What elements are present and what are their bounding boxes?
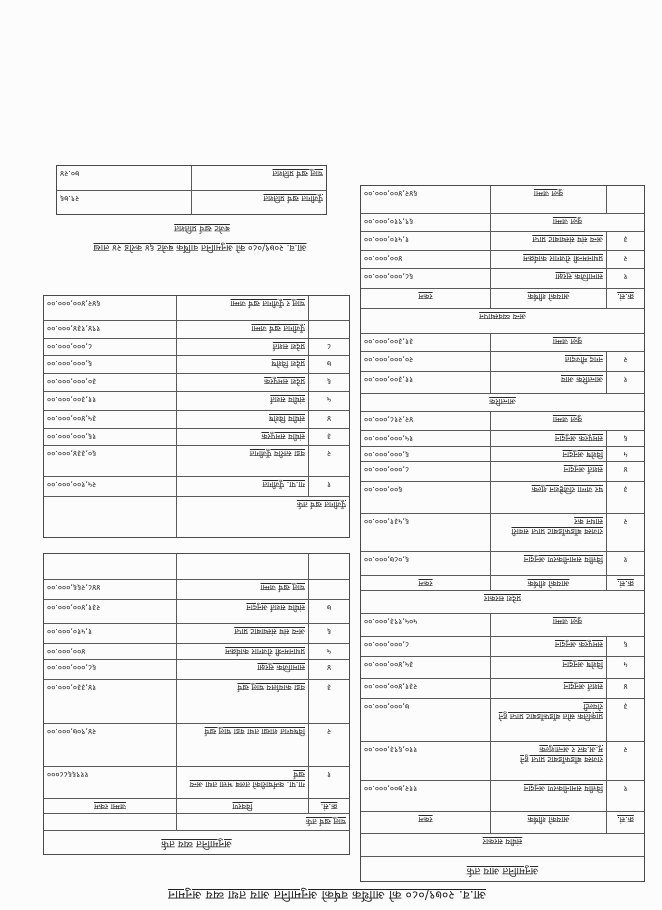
grand-total-label: कुल जम्मा — [491, 186, 607, 213]
item-number: ४ — [623, 465, 628, 474]
empty-cell — [44, 554, 177, 579]
item-amount: १,५१०,०००.०० — [361, 232, 491, 250]
capital-heading-row — [44, 497, 349, 537]
section-total-row — [361, 214, 644, 232]
item-amount: ४००,०००.०० — [361, 251, 491, 268]
item-label: गा.पा. कर्मचारीको तलब भत्ता तथा अन्य खर्च — [177, 767, 309, 798]
item-label: प्रदेश सशर्त — [177, 339, 309, 355]
column-header-amount: रकम — [361, 289, 491, 308]
item-number: ३ — [326, 432, 332, 441]
table-row — [361, 637, 644, 657]
item-number: १ — [623, 784, 628, 793]
recurrent-heading: चालु खर्च तर्फ — [305, 817, 346, 826]
percentage-value: ७०.२४ — [57, 166, 192, 190]
item-label: प्रधानमन्त्री रोजगार कार्यक्रम — [491, 251, 607, 268]
item-amount: ६,०००,०००.०० — [361, 447, 491, 461]
item-label: सामाजिक सुरक्षा — [177, 660, 309, 679]
table-row — [44, 339, 349, 356]
item-label: विषयगत शाखा तथा वडा चालु खर्च — [177, 724, 309, 766]
table-row — [44, 600, 349, 624]
empty-cell — [309, 580, 349, 599]
item-number: २ — [326, 727, 332, 736]
summary-subheading: बजेट खर्च प्रतिशत — [174, 223, 230, 233]
column-header-amount: रकम — [361, 812, 491, 833]
total-row — [44, 580, 349, 600]
item-number: ६ — [326, 377, 332, 386]
section-label: अन्य व्यवस्थापन — [479, 312, 526, 321]
summary-row — [57, 191, 326, 214]
section-total-label: कुल जम्मा — [552, 617, 583, 626]
item-label: समपूरक अनुदान — [491, 431, 607, 446]
table-row — [44, 477, 349, 497]
header-row — [361, 289, 644, 309]
income-title: अनुमानित आय तर्फ — [466, 865, 539, 876]
header-row — [361, 576, 644, 591]
item-amount: ११२,७००,०००.०० — [361, 781, 491, 811]
item-amount: ६,०८७,०००.०० — [361, 552, 491, 575]
item-label: सशर्त अनुदान — [491, 679, 607, 698]
column-header-serial: क्र.सं. — [617, 579, 634, 588]
item-number: १ — [326, 770, 332, 779]
item-label: आन्तरिक आय — [491, 372, 607, 393]
section-label-row — [361, 591, 644, 614]
percentage-label: पूँजीगत खर्च प्रतिशत — [263, 194, 323, 203]
item-number: ३ — [623, 235, 628, 244]
empty-cell — [44, 814, 177, 830]
table-row — [44, 429, 349, 446]
table-row — [44, 644, 349, 660]
item-number: २ — [623, 254, 628, 263]
item-amount: १६,०००,०००.०० — [44, 429, 177, 445]
item-amount: २३१,४००,०००.०० — [44, 600, 177, 623]
grand-total-amount: ६४२,४००,०००.०० — [361, 186, 491, 213]
item-amount: ३०,०००,०००.०० — [44, 374, 177, 391]
item-number: ६ — [326, 627, 332, 636]
column-header-serial: क्र.सं. — [320, 802, 338, 811]
item-label: संघीय समपूरक — [177, 429, 309, 445]
item-number: ४ — [623, 682, 628, 691]
capital-heading: पूँजीगत खर्च तर्फ — [296, 500, 346, 509]
section-label: प्रदेश सरकार — [484, 594, 521, 603]
item-label: विशेष अनुदान — [491, 447, 607, 461]
item-number: ७ — [326, 359, 332, 368]
item-label: प्रदेश विशेष — [177, 356, 309, 373]
item-label: संघीय सशर्त अनुदान — [177, 600, 309, 623]
item-number: ३ — [326, 683, 332, 692]
item-amount: ८,०००,०००.०० — [44, 339, 177, 355]
table-row — [361, 742, 644, 781]
blank-row — [44, 554, 349, 580]
table-row — [361, 781, 644, 812]
item-amount: ११,३००,०००.०० — [361, 372, 491, 393]
expenditure-title-row — [44, 831, 349, 854]
recurrent-total-amount: ४४८,२६६,०००.०० — [44, 580, 177, 599]
section-total-amount: ३१,३००,०००.०० — [361, 334, 491, 351]
item-label: समपूरक अनुदान — [491, 637, 607, 656]
item-label: अन्य संघ संस्थाबाट प्राप्त — [177, 624, 309, 643]
income-title-row — [361, 857, 644, 881]
item-amount: ११९६६८८००० — [44, 767, 177, 798]
item-label: सामाजिक सुरक्षा — [491, 269, 607, 288]
table-row — [361, 352, 644, 372]
item-label: प्राकृतिक स्रोत बाँडफाँडबाट प्राप्त हुने रोयल्टी — [491, 699, 607, 741]
item-label: वित्तीय समानीकरण अनुदान — [491, 781, 607, 811]
table-row — [44, 356, 349, 374]
item-label: घर जग्गा रजिष्ट्रेशन शुल्क — [491, 482, 607, 513]
item-number: ५ — [623, 450, 628, 459]
section-label: आन्तरिक — [489, 397, 516, 406]
item-number: २ — [623, 745, 628, 754]
recurrent-expenditure-table — [43, 553, 350, 855]
table-row — [361, 514, 644, 552]
item-number: १ — [623, 555, 628, 564]
table-row — [361, 372, 644, 394]
section-total-label: कुल जम्मा — [552, 217, 583, 226]
section-total-label: कुल जम्मा — [552, 415, 583, 424]
section-total-amount: ४२,२१८,०००.०० — [361, 412, 491, 430]
table-row — [361, 699, 644, 742]
item-amount: २५,१००,०००.०० — [44, 477, 177, 496]
item-amount: २३१,४००,०००.०० — [361, 679, 491, 698]
item-label: संघीय सशर्त — [177, 392, 309, 410]
item-number: ५ — [326, 647, 332, 656]
table-row — [361, 462, 644, 482]
capital-expenditure-table — [43, 295, 350, 538]
document-title: आ.व. २०७९/०८० को आर्थिक वर्षको अनुमानित आय तथा व्यय अनुमान — [167, 888, 487, 902]
item-amount: ७,०००,०००.०० — [361, 699, 491, 741]
item-label: राजस्व बाँडफाँडबाट प्राप्त सवारी साधन कर — [491, 514, 607, 551]
table-row — [44, 411, 349, 429]
section-label-row — [361, 309, 644, 334]
section-total-row — [361, 614, 644, 637]
table-row — [361, 431, 644, 447]
income-table — [360, 185, 645, 882]
item-amount: ६,५३१,०००.०० — [361, 514, 491, 551]
expenditure-grand-total-amount: ६४२,४००,०००.०० — [44, 296, 177, 320]
item-number: २ — [326, 449, 332, 458]
column-header-income-title: आयको शीर्षक — [491, 289, 607, 308]
table-row — [361, 482, 644, 514]
empty-cell — [309, 321, 349, 338]
column-header-income-title: आयको शीर्षक — [491, 812, 607, 833]
column-header-serial: क्र.सं. — [617, 292, 634, 301]
item-amount: १,५१०,०००.०० — [44, 624, 177, 643]
item-number: १ — [326, 480, 332, 489]
summary-row — [57, 166, 326, 191]
item-amount: ६,०००,०००.०० — [44, 356, 177, 373]
item-label: वडा स्तरीय पूँजीगत — [177, 446, 309, 476]
table-row — [361, 251, 644, 269]
header-row — [361, 812, 644, 834]
column-header-serial: क्र.सं. — [617, 815, 634, 824]
header-row — [44, 799, 349, 814]
item-amount: ३५,४००,०००.०० — [44, 411, 177, 428]
capital-total-label: पूँजीगत खर्च जम्मा — [177, 321, 309, 338]
empty-cell — [44, 497, 177, 537]
item-amount: ३५,४००,०००.०० — [361, 657, 491, 678]
section-label-row — [361, 834, 644, 857]
item-label: राजस्व बाँडफाँडबाट प्राप्त हुने मू.अ.कर र अन्तःशुल्क — [491, 742, 607, 780]
item-number: २ — [623, 517, 628, 526]
column-header-income-title: आयको शीर्षक — [491, 576, 607, 590]
percentage-value: २९.७६ — [57, 191, 192, 214]
recurrent-total-label: चालु खर्च जम्मा — [177, 580, 309, 599]
table-row — [361, 679, 644, 699]
section-label-row — [361, 394, 644, 412]
table-row — [44, 446, 349, 477]
item-label: प्रदेश समपूरक — [177, 374, 309, 391]
item-amount: ११,३००,०००.०० — [44, 392, 177, 410]
expenditure-title: अनुमानित व्यय तर्फ — [161, 838, 232, 850]
table-row — [361, 447, 644, 462]
section-total-row — [361, 334, 644, 352]
summary-heading: आ.व. २०७९/०८० को अनुमानित वार्षिक बजेट ६४ करोड २४ लाख — [93, 242, 307, 252]
item-amount: १५,०००,०००.०० — [361, 431, 491, 446]
section-total-row — [361, 412, 644, 431]
item-number: ६ — [623, 640, 628, 649]
item-number: ५ — [623, 660, 628, 669]
item-label: वडा कार्यालय चालु खर्च — [177, 680, 309, 723]
item-label: विशेष अनुदान — [491, 657, 607, 678]
item-amount: ६०,३३४,०००.०० — [44, 446, 177, 476]
section-total-label: कुल जम्मा — [552, 337, 583, 346]
table-row — [44, 624, 349, 644]
item-number: ४ — [326, 663, 332, 672]
item-label: गा.पा. पूँजीगत — [177, 477, 309, 496]
item-amount: ८,०००,०००.०० — [361, 637, 491, 656]
table-row — [44, 767, 349, 799]
column-header-description: विवरण — [177, 799, 309, 813]
empty-cell — [309, 554, 349, 579]
item-label: नगद मौज्दात — [491, 352, 607, 371]
item-amount: ६८,०००,०००.०० — [44, 660, 177, 679]
table-row — [361, 657, 644, 679]
table-row — [361, 232, 644, 251]
grand-total-row — [361, 186, 644, 214]
capital-total-amount: १९४,१३४,०००.०० — [44, 321, 177, 338]
percentage-label: चालु खर्च प्रतिशत — [272, 169, 323, 178]
item-amount: ४००,०००.०० — [44, 644, 177, 659]
item-amount: ६८,०००,०००.०० — [361, 269, 491, 288]
item-label: सशर्त अनुदान — [491, 462, 607, 481]
table-row — [361, 269, 644, 289]
item-number: ५ — [326, 395, 332, 404]
item-amount: २०,०००,०००.०० — [361, 352, 491, 371]
item-number: २ — [623, 355, 628, 364]
table-row — [361, 552, 644, 576]
item-label: प्रधानमन्त्री रोजगार कार्यक्रम — [177, 644, 309, 659]
item-number: ३ — [623, 702, 628, 711]
table-row — [44, 392, 349, 411]
section-label: संघीय सरकार — [482, 837, 523, 846]
table-row — [44, 374, 349, 392]
item-label: अन्य संघ संस्थाबाट प्राप्त — [491, 232, 607, 250]
item-amount: २४,९०७,०००.०० — [44, 724, 177, 766]
item-amount: ८,०००,०००.०० — [361, 462, 491, 481]
empty-cell — [177, 554, 309, 579]
table-row — [44, 724, 349, 767]
item-amount: ६००,०००.०० — [361, 482, 491, 513]
item-number: ८ — [326, 342, 332, 351]
grand-total-row — [44, 296, 349, 321]
item-amount: ११०,६९३,०००.०० — [361, 742, 491, 780]
item-amount: १४,३३०,०००.०० — [44, 680, 177, 723]
item-number: १ — [623, 375, 628, 384]
section-total-amount: ६९,९१०,०००.०० — [361, 214, 491, 231]
total-row — [44, 321, 349, 339]
table-row — [44, 680, 349, 724]
section-total-amount: ५०५,१९३,०००.०० — [361, 614, 491, 636]
empty-cell — [309, 296, 349, 320]
column-header-total-amount: जम्मा रकम — [44, 799, 177, 813]
column-header-amount: रकम — [361, 576, 491, 590]
item-number: ७ — [326, 603, 332, 612]
expenditure-grand-total-label: चालु र पूँजीगत खर्च जम्मा — [177, 296, 309, 320]
item-number: ६ — [623, 434, 628, 443]
recurrent-heading-row — [44, 814, 349, 831]
percentage-summary-table — [56, 165, 327, 215]
item-number: १ — [623, 272, 628, 281]
item-number: ३ — [623, 485, 628, 494]
table-row — [44, 660, 349, 680]
empty-cell — [607, 186, 644, 213]
item-label: संघीय विशेष — [177, 411, 309, 428]
item-label: वित्तीय समानीकरण अनुदान — [491, 552, 607, 575]
item-number: ४ — [326, 414, 332, 423]
